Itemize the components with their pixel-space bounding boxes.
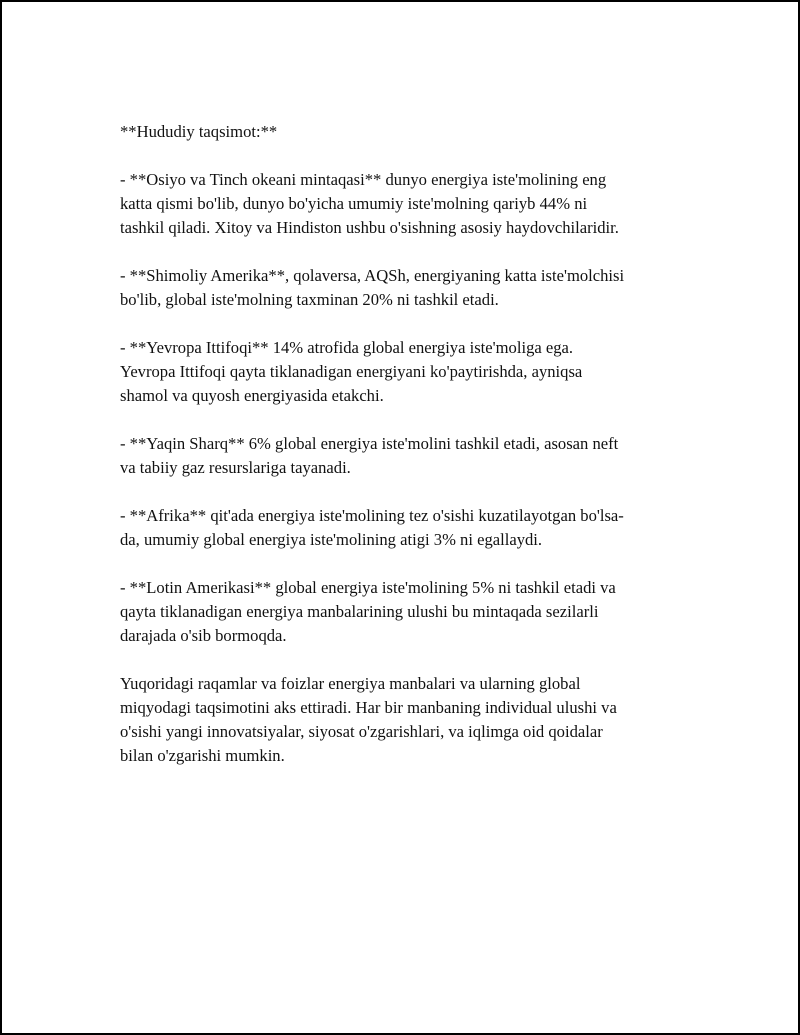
paragraph-line: tashkil qiladi. Xitoy va Hindiston ushbu o'sishning asosiy haydovchilaridir. (120, 218, 619, 237)
paragraph-conclusion (120, 672, 700, 768)
paragraph-line: - **Yaqin Sharq** 6% global energiya iste'molini tashkil etadi, asosan neft (120, 434, 619, 453)
paragraph-line: da, umumiy global energiya iste'molining atigi 3% ni egallaydi. (120, 530, 543, 549)
paragraph-line: shamol va quyosh energiyasida etakchi. (120, 386, 384, 405)
paragraph-line: bo'lib, global iste'molning taxminan 20% ni tashkil etadi. (120, 290, 499, 309)
paragraph-asia-pacific (120, 168, 700, 240)
paragraph-line: va tabiiy gaz resurslariga tayanadi. (120, 458, 351, 477)
section-heading (120, 120, 700, 144)
paragraph-latin-america (120, 576, 700, 648)
paragraph-european-union (120, 336, 700, 408)
section-heading-text: **Hududiy taqsimot:** (120, 122, 278, 141)
paragraph-line: - **Yevropa Ittifoqi** 14% atrofida global energiya iste'moliga ega. (120, 338, 574, 357)
paragraph-line: miqyodagi taqsimotini aks ettiradi. Har bir manbaning individual ulushi va (120, 698, 617, 717)
document-body (120, 120, 700, 792)
paragraph-line: - **Afrika** qit'ada energiya iste'molining tez o'sishi kuzatilayotgan bo'lsa- (120, 506, 624, 525)
paragraph-north-america (120, 264, 700, 312)
paragraph-line: - **Shimoliy Amerika**, qolaversa, AQSh, energiyaning katta iste'molchisi (120, 266, 625, 285)
paragraph-line: Yevropa Ittifoqi qayta tiklanadigan energiyani ko'paytirishda, ayniqsa (120, 362, 583, 381)
paragraph-middle-east (120, 432, 700, 480)
paragraph-africa (120, 504, 700, 552)
paragraph-line: - **Lotin Amerikasi** global energiya iste'molining 5% ni tashkil etadi va (120, 578, 616, 597)
paragraph-line: - **Osiyo va Tinch okeani mintaqasi** dunyo energiya iste'molining eng (120, 170, 607, 189)
paragraph-line: bilan o'zgarishi mumkin. (120, 746, 285, 765)
paragraph-line: katta qismi bo'lib, dunyo bo'yicha umumiy iste'molning qariyb 44% ni (120, 194, 588, 213)
paragraph-line: qayta tiklanadigan energiya manbalarining ulushi bu mintaqada sezilarli (120, 602, 599, 621)
paragraph-line: o'sishi yangi innovatsiyalar, siyosat o'zgarishlari, va iqlimga oid qoidalar (120, 722, 603, 741)
paragraph-line: Yuqoridagi raqamlar va foizlar energiya manbalari va ularning global (120, 674, 581, 693)
paragraph-line: darajada o'sib bormoqda. (120, 626, 287, 645)
